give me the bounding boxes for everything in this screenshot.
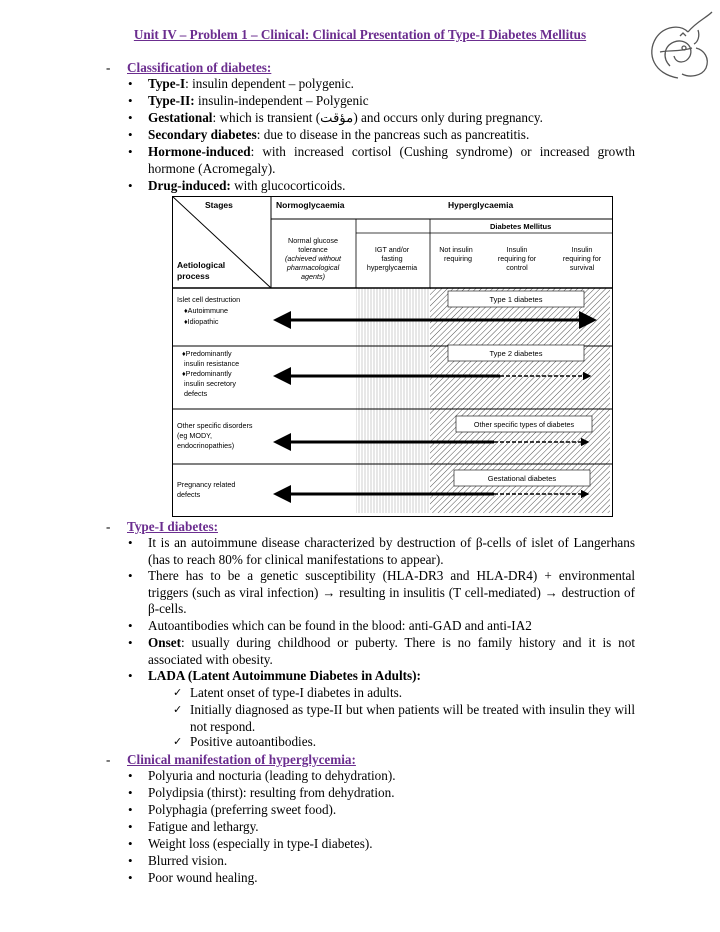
list-item: • It is an autoimmune disease characterized by destruction of β-cells of islet of Langerhans (has to reach 80% for clinical manifestations to appear). [148,535,635,568]
hyperglycaemia-label: Hyperglycaemia [448,200,514,210]
list-item: • Polyuria and nocturia (leading to dehydration). [148,768,635,785]
row2-text: ♦Predominantly [182,349,232,358]
normal-text: tolerance [298,245,328,254]
list-item: • Type-II: insulin-independent – Polygenic [148,93,635,110]
gestational-label: Gestational diabetes [487,474,557,483]
list-item: • Onset: usually during childhood or puberty. There is no family history and it is not associated with obesity. [148,635,635,668]
insulin-survival-text: Insulin [571,245,593,254]
aetiological-label: Aetiological [177,260,226,270]
row2-text: defects [184,389,208,398]
type1-label: Type 1 diabetes [489,295,543,304]
arabic-calligraphy-logo [640,8,716,82]
list-item: • LADA (Latent Autoimmune Diabetes in Adults): [148,668,635,685]
normal-text: (achieved without [285,254,341,263]
lada-item: ✓ Latent onset of type-I diabetes in adults. [190,685,635,702]
list-item: • Gestational: which is transient (مؤقت) and occurs only during pregnancy. [148,110,635,127]
list-item: • Blurred vision. [148,853,635,870]
normoglycaemia-label: Normoglycaemia [276,200,345,210]
row3-text: endocrinopathies) [177,441,235,450]
not-insulin-text: Not insulin [439,245,473,254]
classification-heading: - Classification of diabetes: [106,60,272,75]
igt-text: hyperglycaemia [366,263,418,272]
type2-label: Type 2 diabetes [489,349,543,358]
row4-text: Pregnancy related [177,480,236,489]
list-item: • Poor wound healing. [148,870,635,887]
normal-text: pharmacological [286,263,340,272]
type1-heading: - Type-I diabetes: [106,519,218,534]
aetiological-label: process [177,271,210,281]
insulin-survival-text: survival [569,263,595,272]
lada-item: ✓ Positive autoantibodies. [190,734,635,751]
list-item: • Fatigue and lethargy. [148,819,635,836]
list-item: • Drug-induced: with glucocorticoids. [148,178,635,195]
row2-text: ♦Predominantly [182,369,232,378]
diabetes-mellitus-label: Diabetes Mellitus [490,222,552,231]
insulin-control-text: requiring for [497,254,537,263]
igt-text: IGT and/or [374,245,410,254]
diabetes-classification-figure [172,196,613,517]
list-item: • Polyphagia (preferring sweet food). [148,802,635,819]
insulin-survival-text: requiring for [562,254,602,263]
normal-text: agents) [301,272,325,281]
list-item: • Type-I: insulin dependent – polygenic. [148,76,635,93]
list-item: • Polydipsia (thirst): resulting from dehydration. [148,785,635,802]
row4-text: defects [177,490,201,499]
lada-item: ✓ Initially diagnosed as type-II but when patients will be treated with insulin they will not respond. [190,702,635,735]
row2-text: insulin secretory [184,379,236,388]
insulin-control-text: Insulin [506,245,528,254]
other-types-label: Other specific types of diabetes [473,420,575,429]
insulin-control-text: control [506,263,528,272]
list-item: • There has to be a genetic susceptibility (HLA-DR3 and HLA-DR4) + environmental triggers (such as viral infection) → resulting in insulitis (T cell-mediated) → destruction of β-cells. [148,568,635,618]
list-item: • Hormone-induced: with increased cortisol (Cushing syndrome) or increased growth hormone (Acromegaly). [148,144,635,177]
row1-text: ♦Idiopathic [184,317,219,326]
not-insulin-text: requiring [444,254,472,263]
list-item: • Weight loss (especially in type-I diabetes). [148,836,635,853]
row3-text: Other specific disorders [177,421,253,430]
row2-text: insulin resistance [184,359,240,368]
igt-text: fasting [381,254,403,263]
stages-label: Stages [205,200,233,210]
page-title: Unit IV – Problem 1 – Clinical: Clinical Presentation of Type-I Diabetes Mellitus [133,27,587,42]
manifest-heading: - Clinical manifestation of hyperglycemia: [106,752,356,767]
row1-text: Islet cell destruction [177,295,241,304]
list-item: • Secondary diabetes: due to disease in the pancreas such as pancreatitis. [148,127,635,144]
list-item: • Autoantibodies which can be found in the blood: anti-GAD and anti-IA2 [148,618,635,635]
normal-text: Normal glucose [288,236,338,245]
row3-text: (eg MODY, [177,431,213,440]
row1-text: ♦Autoimmune [184,306,229,315]
